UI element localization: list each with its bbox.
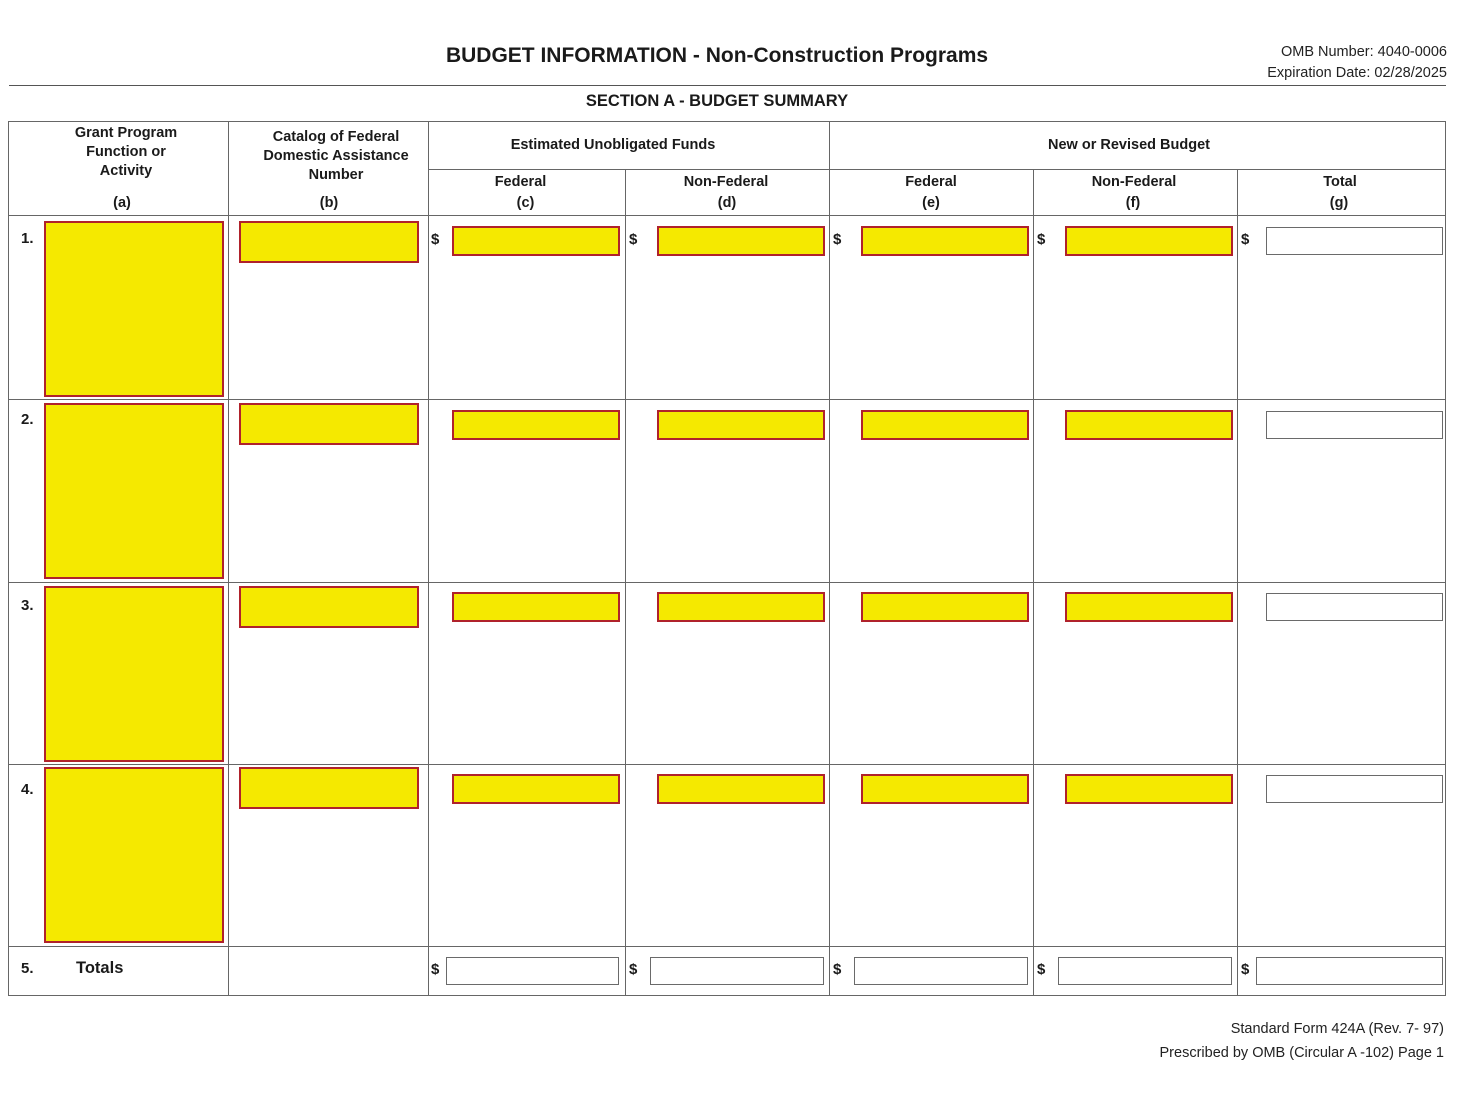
col-divider-bc [428,121,429,996]
table-border-left [8,121,9,996]
col-letter-c: (c) [516,195,535,211]
dollar-sign: $ [1037,961,1046,978]
group-header-divider [428,169,1446,170]
omb-number: OMB Number: 4040-0006 [1280,44,1447,60]
grant-program-field[interactable] [44,767,224,943]
row-number: 1. [21,230,34,247]
col-header-b-line3: Number [308,167,364,183]
col-letter-a: (a) [113,195,131,211]
col-letter-e: (e) [922,195,940,211]
col-header-a [26,124,226,181]
total-field[interactable] [1266,227,1443,255]
dollar-sign: $ [1241,231,1250,248]
col-header-a-line1: Grant Program [74,125,178,141]
new-non-federal-field[interactable] [1065,410,1233,440]
grant-program-field[interactable] [44,403,224,579]
new-federal-field[interactable] [861,226,1029,256]
dollar-sign: $ [1037,231,1046,248]
estimated-federal-field[interactable] [452,226,620,256]
group-header-new-revised: New or Revised Budget [1048,137,1210,153]
col-header-b-line2: Domestic Assistance [263,148,409,164]
dollar-sign: $ [833,231,842,248]
total-estimated-non-federal-field[interactable] [650,957,824,985]
table-border-top [8,121,1446,122]
col-header-f: Non-Federal [1091,174,1177,190]
row-number: 2. [21,411,34,428]
total-new-federal-field[interactable] [854,957,1028,985]
col-divider-cd [625,169,626,996]
grand-total-field[interactable] [1256,957,1443,985]
omb-info [1267,42,1447,84]
group-header-estimated-unobligated: Estimated Unobligated Funds [510,137,716,153]
catalog-number-field[interactable] [239,586,419,628]
new-federal-field[interactable] [861,774,1029,804]
col-header-a-line3: Activity [99,163,153,179]
new-non-federal-field[interactable] [1065,774,1233,804]
prescribed-by: Prescribed by OMB (Circular A -102) Page 1 [1159,1045,1444,1061]
new-federal-field[interactable] [861,410,1029,440]
row-number: 4. [21,781,34,798]
row-divider-2 [8,582,1446,583]
dollar-sign: $ [833,961,842,978]
catalog-number-field[interactable] [239,221,419,263]
grant-program-field[interactable] [44,221,224,397]
estimated-non-federal-field[interactable] [657,774,825,804]
row-divider-1 [8,399,1446,400]
estimated-federal-field[interactable] [452,774,620,804]
new-federal-field[interactable] [861,592,1029,622]
col-letter-g: (g) [1329,195,1349,211]
catalog-number-field[interactable] [239,403,419,445]
col-divider-ab [228,121,229,996]
dollar-sign: $ [629,231,638,248]
col-letter-b: (b) [319,195,339,211]
estimated-federal-field[interactable] [452,410,620,440]
dollar-sign: $ [431,961,440,978]
col-header-e: Federal [905,174,957,190]
form-identifier: Standard Form 424A (Rev. 7- 97) [1230,1021,1444,1037]
totals-label: Totals [76,959,124,977]
expiration-date: Expiration Date: 02/28/2025 [1267,65,1447,81]
new-non-federal-field[interactable] [1065,226,1233,256]
new-non-federal-field[interactable] [1065,592,1233,622]
col-divider-ef [1033,169,1034,996]
grant-program-field[interactable] [44,586,224,762]
estimated-non-federal-field[interactable] [657,592,825,622]
estimated-federal-field[interactable] [452,592,620,622]
col-divider-de [829,121,830,996]
col-header-d: Non-Federal [683,174,769,190]
estimated-non-federal-field[interactable] [657,410,825,440]
row-divider-3 [8,764,1446,765]
table-border-right [1445,121,1446,996]
col-header-b [236,128,436,185]
form-title: BUDGET INFORMATION - Non-Construction Programs [445,44,989,67]
total-new-non-federal-field[interactable] [1058,957,1232,985]
row-divider-4 [8,946,1446,947]
title-divider [9,85,1446,86]
row-number: 3. [21,597,34,614]
total-field[interactable] [1266,411,1443,439]
estimated-non-federal-field[interactable] [657,226,825,256]
dollar-sign: $ [629,961,638,978]
catalog-number-field[interactable] [239,767,419,809]
col-divider-fg [1237,169,1238,996]
table-border-bottom [8,995,1446,996]
total-field[interactable] [1266,593,1443,621]
col-letter-d: (d) [717,195,737,211]
col-header-a-line2: Function or [86,144,166,160]
dollar-sign: $ [431,231,440,248]
col-letter-f: (f) [1125,195,1141,211]
dollar-sign: $ [1241,961,1250,978]
col-header-g: Total [1323,174,1357,190]
col-header-c: Federal [494,174,547,190]
row-number: 5. [21,960,34,977]
section-title: SECTION A - BUDGET SUMMARY [585,92,849,110]
header-divider [8,215,1446,216]
col-header-b-line1: Catalog of Federal [272,129,400,145]
total-field[interactable] [1266,775,1443,803]
total-estimated-federal-field[interactable] [446,957,619,985]
